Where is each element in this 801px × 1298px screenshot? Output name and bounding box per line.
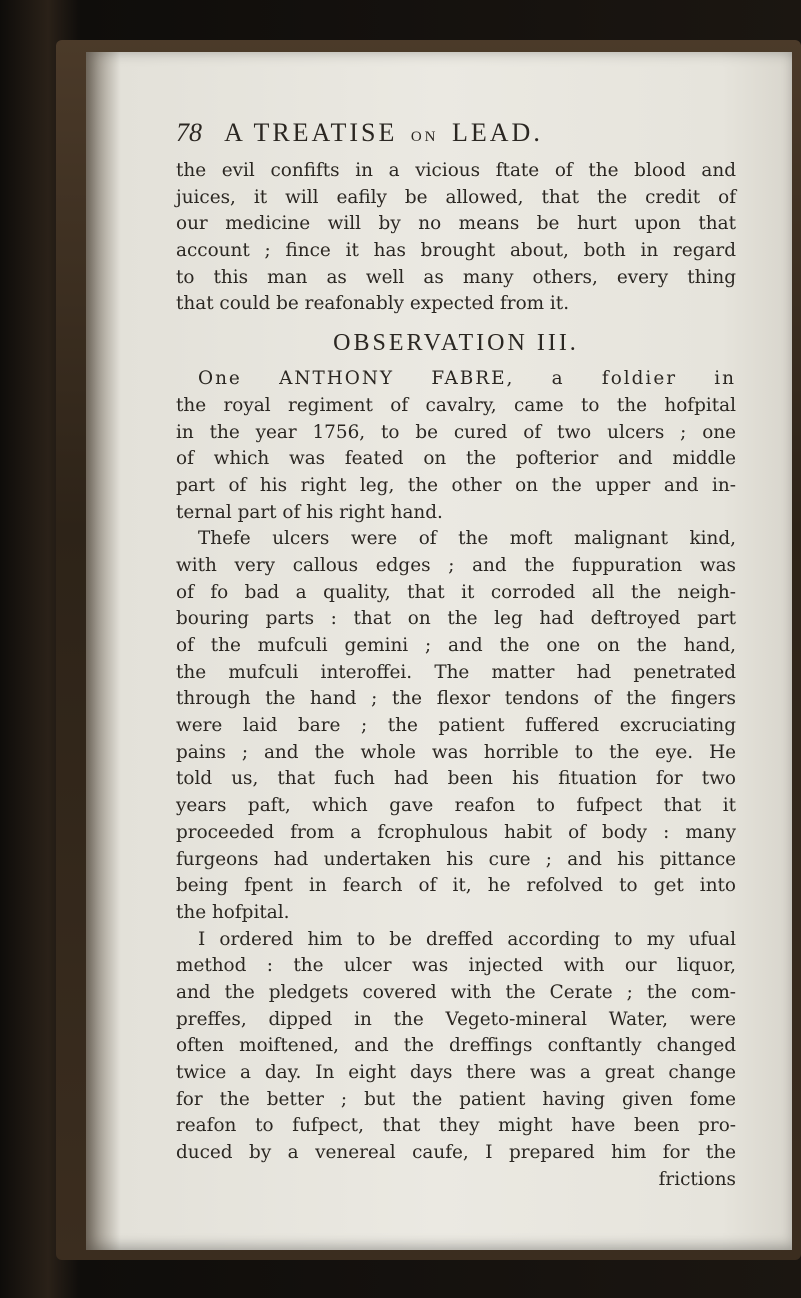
observation-heading: OBSERVATION III.	[333, 330, 579, 357]
page-number: 78	[176, 118, 202, 147]
text-line: juices, it will eafily be allowed, that the credit of	[176, 186, 736, 208]
page-content	[176, 118, 736, 1193]
text-line: pains ; and the whole was horrible to the eye. He	[176, 741, 736, 763]
text-line: and the pledgets covered with the Cerate ; the com-	[176, 981, 736, 1003]
paragraph-1	[176, 158, 736, 318]
text-line: often moiftened, and the dreffings conftantly changed	[176, 1035, 736, 1057]
text-line: furgeons had undertaken his cure ; and his pittance	[176, 848, 736, 870]
text-line: twice a day. In eight days there was a great change	[176, 1062, 736, 1083]
header-title-on: ON	[410, 129, 439, 145]
text-line: our medicine will by no means be hurt upon that	[176, 213, 736, 235]
text-line: the evil confifts in a vicious ftate of the blood and	[176, 160, 736, 181]
text-line: reafon to fufpect, that they might have been pro-	[176, 1115, 736, 1137]
text-line: part of his right leg, the other on the upper and in-	[176, 474, 736, 496]
page-gutter-shadow	[86, 52, 120, 1250]
text-line: being fpent in fearch of it, he refolved to get into	[176, 875, 736, 897]
text-line: proceeded from a fcrophulous habit of body : many	[176, 821, 736, 843]
text-line: Thefe ulcers were of the moft malignant kind,	[198, 528, 736, 550]
text-line: bouring parts : that on the leg had deftroyed part	[176, 608, 736, 630]
text-line: of the mufculi gemini ; and the one on the hand,	[176, 635, 736, 656]
text-line: preffes, dipped in the Vegeto-mineral Water, were	[176, 1008, 736, 1030]
text-line: the mufculi interoffei. The matter had penetrated	[176, 661, 736, 683]
text-line: the royal regiment of cavalry, came to the hofpital	[176, 394, 736, 416]
text-line: One ANTHONY FABRE, a foldier in	[198, 368, 736, 390]
text-line: I ordered him to be dreffed according to my ufual	[198, 928, 736, 950]
text-line: of which was feated on the pofterior and middle	[176, 448, 736, 470]
text-line: years paft, which gave reafon to fufpect that it	[176, 795, 736, 817]
running-header	[176, 118, 736, 148]
text-line: duced by a venereal caufe, I prepared him for the	[176, 1142, 736, 1164]
text-line: told us, that fuch had been his fituation for two	[176, 768, 736, 790]
text-line: the hofpital.	[176, 901, 290, 923]
text-line: with very callous edges ; and the fuppuration was	[176, 554, 736, 576]
text-line: that could be reafonably expected from it.	[176, 293, 570, 315]
text-line: ternal part of his right hand.	[176, 501, 443, 523]
header-title-part2: LEAD.	[452, 118, 543, 147]
text-line: to this man as well as many others, every thing	[176, 266, 736, 288]
text-line: of fo bad a quality, that it corroded all the neigh-	[176, 581, 736, 603]
text-line: through the hand ; the flexor tendons of the fingers	[176, 688, 736, 710]
text-line: were laid bare ; the patient fuffered excruciating	[176, 715, 736, 737]
header-title-part1: A TREATISE	[224, 118, 398, 147]
catchword: frictions	[658, 1168, 736, 1190]
text-line: in the year 1756, to be cured of two ulcers ; one	[176, 421, 736, 443]
text-line: for the better ; but the patient having given fome	[176, 1088, 736, 1110]
paragraph-2	[176, 366, 736, 526]
text-line: method : the ulcer was injected with our liquor,	[176, 955, 736, 977]
paragraph-4	[176, 927, 736, 1167]
paragraph-3	[176, 526, 736, 926]
text-line: account ; fince it has brought about, both in regard	[176, 240, 736, 262]
